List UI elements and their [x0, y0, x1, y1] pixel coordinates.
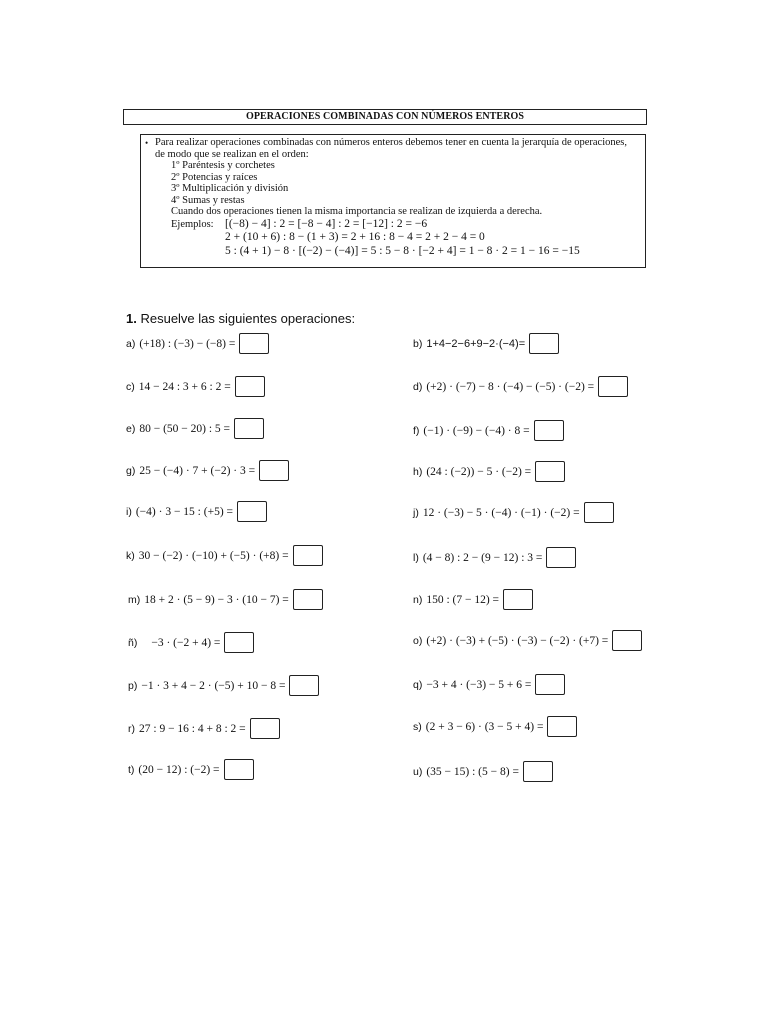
item-label: r): [128, 722, 135, 735]
item-expression: 18 + 2 · (5 − 9) − 3 · (10 − 7) =: [144, 593, 289, 606]
same-importance-note: Cuando dos operaciones tienen la misma importancia se realizan de izquierda a derecha.: [171, 206, 543, 217]
item-label: f): [413, 424, 420, 437]
item-expression: (20 − 12) : (−2) =: [138, 763, 220, 776]
item-label: ñ): [128, 636, 138, 649]
exercise-heading: [126, 311, 355, 326]
exercise-item-u: [413, 761, 553, 782]
rules-box: [140, 134, 646, 268]
item-label: p): [128, 679, 138, 692]
item-expression: −3 · (−2 + 4) =: [151, 636, 221, 649]
item-expression: 12 · (−3) − 5 · (−4) · (−1) · (−2) =: [422, 506, 580, 519]
exercise-item-b: [413, 333, 559, 354]
answer-box[interactable]: [584, 502, 614, 523]
answer-box[interactable]: [293, 545, 323, 566]
item-label: i): [126, 505, 132, 518]
answer-box[interactable]: [259, 460, 289, 481]
answer-box[interactable]: [523, 761, 553, 782]
example-row: [171, 232, 639, 244]
examples-label: Ejemplos:: [171, 218, 214, 230]
item-label: a): [126, 337, 136, 350]
exercise-item-i: [126, 501, 267, 522]
item-label: j): [413, 506, 419, 519]
item-label: c): [126, 380, 135, 393]
exercise-item-q: [413, 674, 565, 695]
exercise-item-k: [126, 545, 323, 566]
exercise-item-r: [128, 718, 280, 739]
bullet-icon: •: [145, 138, 149, 148]
exercise-item-g: [126, 460, 289, 481]
answer-box[interactable]: [535, 674, 565, 695]
item-label: t): [128, 763, 135, 776]
item-label: u): [413, 765, 423, 778]
example-expression: [(−8) − 4] : 2 = [−8 − 4] : 2 = [−12] : 2 = −6: [225, 217, 428, 230]
item-label: s): [413, 720, 422, 733]
exercise-item-enye: [128, 632, 254, 653]
item-expression: (24 : (−2)) − 5 · (−2) =: [426, 465, 532, 478]
item-expression: 14 − 24 : 3 + 6 : 2 =: [138, 380, 231, 393]
item-label: o): [413, 634, 423, 647]
item-expression: −3 + 4 · (−3) − 5 + 6 =: [426, 678, 532, 691]
item-label: q): [413, 678, 423, 691]
item-expression: (−1) · (−9) − (−4) · 8 =: [423, 424, 530, 437]
exercise-item-a: [126, 333, 269, 354]
order-item: 2º Potencias y raíces: [171, 171, 258, 183]
exercise-item-h: [413, 461, 565, 482]
item-label: d): [413, 380, 423, 393]
item-label: e): [126, 422, 136, 435]
answer-box[interactable]: [237, 501, 267, 522]
exercise-item-o: [413, 630, 642, 651]
answer-box[interactable]: [234, 418, 264, 439]
item-label: k): [126, 549, 135, 562]
answer-box[interactable]: [224, 632, 254, 653]
order-item: 3º Multiplicación y división: [171, 183, 289, 194]
answer-box[interactable]: [529, 333, 559, 354]
exercise-instruction: Resuelve las siguientes operaciones:: [140, 311, 356, 326]
exercise-item-s: [413, 716, 577, 737]
answer-box[interactable]: [224, 759, 254, 780]
item-expression: (35 − 15) : (5 − 8) =: [426, 765, 519, 778]
item-expression: (−4) · 3 − 15 : (+5) =: [135, 505, 234, 518]
item-expression: (4 − 8) : 2 − (9 − 12) : 3 =: [422, 551, 543, 564]
answer-box[interactable]: [535, 461, 565, 482]
answer-box[interactable]: [239, 333, 269, 354]
item-label: l): [413, 551, 419, 564]
operation-order-list: [171, 160, 639, 257]
item-expression: (+18) : (−3) − (−8) =: [139, 337, 236, 350]
answer-box[interactable]: [250, 718, 280, 739]
answer-box[interactable]: [546, 547, 576, 568]
exercise-item-l: [413, 547, 576, 568]
item-expression: (+2) · (−7) − 8 · (−4) − (−5) · (−2) =: [426, 380, 595, 393]
exercise-item-e: [126, 418, 264, 439]
item-expression: 80 − (50 − 20) : 5 =: [139, 422, 231, 435]
answer-box[interactable]: [293, 589, 323, 610]
exercise-item-c: [126, 376, 265, 397]
item-label: m): [128, 593, 141, 606]
item-label: b): [413, 337, 423, 350]
answer-box[interactable]: [235, 376, 265, 397]
item-expression: (+2) · (−3) + (−5) · (−3) − (−2) · (+7) =: [426, 634, 609, 647]
exercise-item-d: [413, 376, 628, 397]
answer-box[interactable]: [612, 630, 642, 651]
item-expression: 27 : 9 − 16 : 4 + 8 : 2 =: [139, 722, 246, 735]
exercise-item-j: [413, 502, 614, 523]
answer-box[interactable]: [289, 675, 319, 696]
rules-intro-line-2: de modo que se realizan en el orden:: [155, 148, 309, 160]
example-expression: 2 + (10 + 6) : 8 − (1 + 3) = 2 + 16 : 8 − 4 = 2 + 2 − 4 = 0: [225, 231, 485, 243]
example-expression: 5 : (4 + 1) − 8 · [(−2) − (−4)] = 5 : 5 − 8 · [−2 + 4] = 1 − 8 · 2 = 1 − 16 = −15: [225, 244, 580, 257]
answer-box[interactable]: [534, 420, 564, 441]
exercise-number: 1.: [126, 311, 137, 326]
item-expression: −1 · 3 + 4 − 2 · (−5) + 10 − 8 =: [141, 679, 286, 692]
example-row: [171, 246, 639, 258]
answer-box[interactable]: [547, 716, 577, 737]
item-expression: 25 − (−4) · 7 + (−2) · 3 =: [139, 464, 256, 477]
item-expression: 1+4−2−6+9−2·(−4)=: [426, 337, 526, 350]
example-row: [171, 219, 639, 231]
item-label: g): [126, 464, 136, 477]
item-expression: (2 + 3 − 6) · (3 − 5 + 4) =: [425, 720, 544, 733]
exercise-item-f: [413, 420, 564, 441]
item-label: n): [413, 593, 423, 606]
exercise-item-p: [128, 675, 319, 696]
exercise-item-m: [128, 589, 323, 610]
item-expression: 150 : (7 − 12) =: [426, 593, 500, 606]
order-item: 4º Sumas y restas: [171, 194, 245, 206]
order-item: 1º Paréntesis y corchetes: [171, 160, 275, 171]
item-expression: 30 − (−2) · (−10) + (−5) · (+8) =: [138, 549, 289, 562]
exercise-item-n: [413, 589, 533, 610]
answer-box[interactable]: [598, 376, 628, 397]
answer-box[interactable]: [503, 589, 533, 610]
item-label: h): [413, 465, 423, 478]
exercise-item-t: [128, 759, 254, 780]
worksheet-title: OPERACIONES COMBINADAS CON NÚMEROS ENTEROS: [123, 109, 647, 125]
rules-intro-line-1: Para realizar operaciones combinadas con números enteros debemos tener en cuenta la jerarquía de operaciones,: [155, 137, 627, 148]
